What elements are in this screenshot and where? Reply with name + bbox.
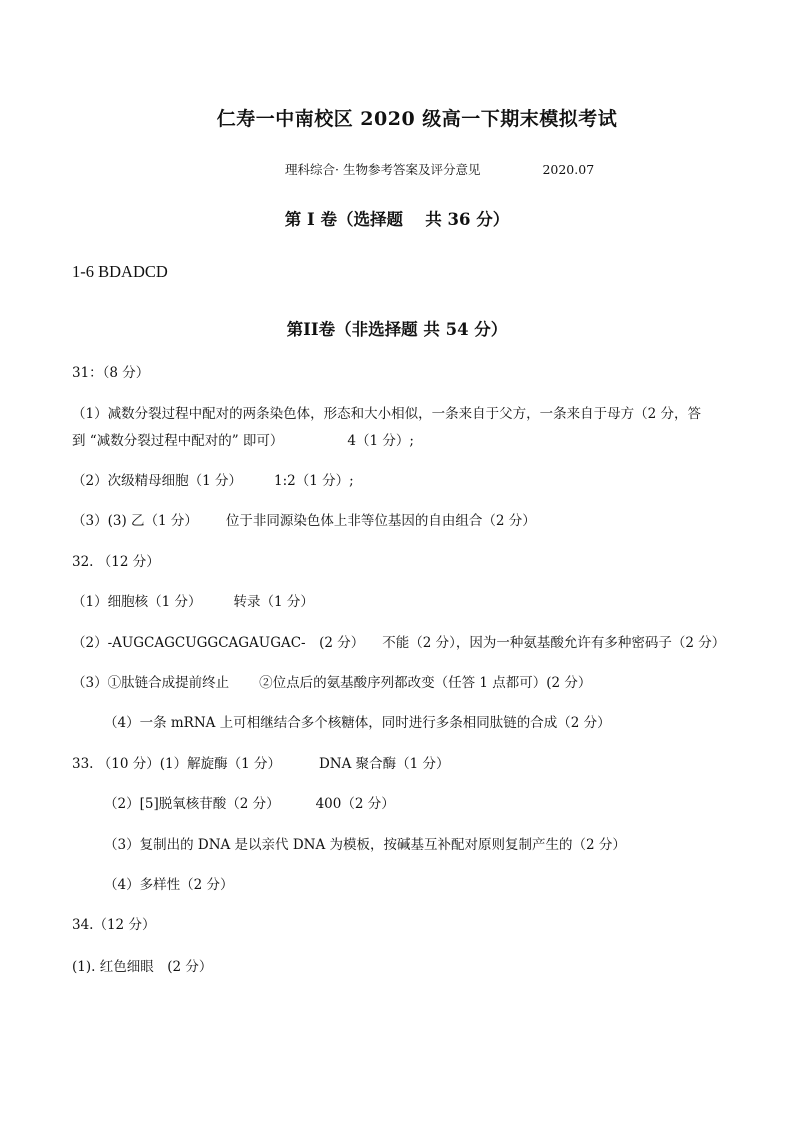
answer-key-subtitle: [285, 160, 594, 178]
q32-answer-1a: （1）细胞核（1 分）: [72, 594, 202, 610]
q31-header: 31：（8 分）: [72, 365, 150, 381]
exam-date: 2020.07: [542, 162, 595, 177]
q32-header: 32. （12 分）: [72, 554, 160, 570]
q31-answer-2a: （2）次级精母细胞（1 分）: [72, 473, 242, 489]
q31-answer-1-line2: [72, 432, 414, 450]
q32-answer-2: [72, 634, 725, 652]
q32-answer-4: （4）一条 mRNA 上可相继结合多个核糖体，同时进行多条相同肽链的合成（2 分）: [104, 715, 611, 731]
q32-answer-2a: （2）-AUGCAGCUGGCAGAUGAC- (2 分）: [72, 635, 365, 651]
q31-answer-2: [72, 472, 354, 490]
q32-answer-3b: ②位点后的氨基酸序列都改变（任答 1 点都可）(2 分）: [259, 675, 592, 691]
q31-answer-1-line1: （1）减数分裂过程中配对的两条染色体，形态和大小相似，一条来自于父方，一条来自于母方（2 分，答: [72, 406, 701, 422]
q31-answer-1-line2a: 到 “减数分裂过程中配对的” 即可）: [72, 433, 284, 449]
q33-answer-1b: DNA 聚合酶（1 分）: [318, 756, 450, 772]
q33-header-answer-1: [72, 755, 450, 773]
exam-title: 仁寿一中南校区 2020 级高一下期末模拟考试: [216, 108, 618, 130]
q33-answer-2b: 400（2 分）: [315, 796, 395, 812]
q31-answer-1-line2b: 4（1 分）;: [347, 433, 414, 449]
mc-answers: 1-6 BDADCD: [72, 262, 168, 281]
q31-answer-2b: 1:2（1 分）;: [273, 473, 354, 489]
part2-heading: 第II卷（非选择题 共 54 分）: [286, 320, 508, 339]
q33-answer-3: （3）复制出的 DNA 是以亲代 DNA 为模板，按碱基互补配对原则复制产生的（2 分）: [104, 837, 626, 853]
q33-answer-2: [104, 795, 395, 813]
q31-answer-3: [72, 512, 536, 530]
q32-answer-1: [72, 593, 314, 611]
q32-answer-3: [72, 674, 591, 692]
part1-heading: 第 I 卷（选择题 共 36 分）: [284, 210, 510, 229]
q31-answer-3a: （3）(3) 乙（1 分）: [72, 513, 198, 529]
q32-answer-3a: （3）①肽链合成提前终止: [72, 675, 230, 691]
q33-answer-4: （4）多样性（2 分）: [104, 877, 234, 893]
q33-answer-2a: （2）[5]脱氧核苷酸（2 分）: [104, 796, 280, 812]
q31-answer-3b: 位于非同源染色体上非等位基因的自由组合（2 分）: [225, 513, 536, 529]
q33-header: 33. （10 分）(1）解旋酶（1 分）: [72, 756, 281, 772]
q34-header: 34.（12 分）: [72, 917, 156, 933]
q32-answer-2b: 不能（2 分），因为一种氨基酸允许有多种密码子（2 分）: [382, 635, 726, 651]
subtitle-text: 理科综合· 生物参考答案及评分意见: [285, 162, 481, 177]
q32-answer-1b: 转录（1 分）: [233, 594, 314, 610]
q34-answer-1: (1). 红色细眼 (2 分）: [72, 959, 213, 975]
